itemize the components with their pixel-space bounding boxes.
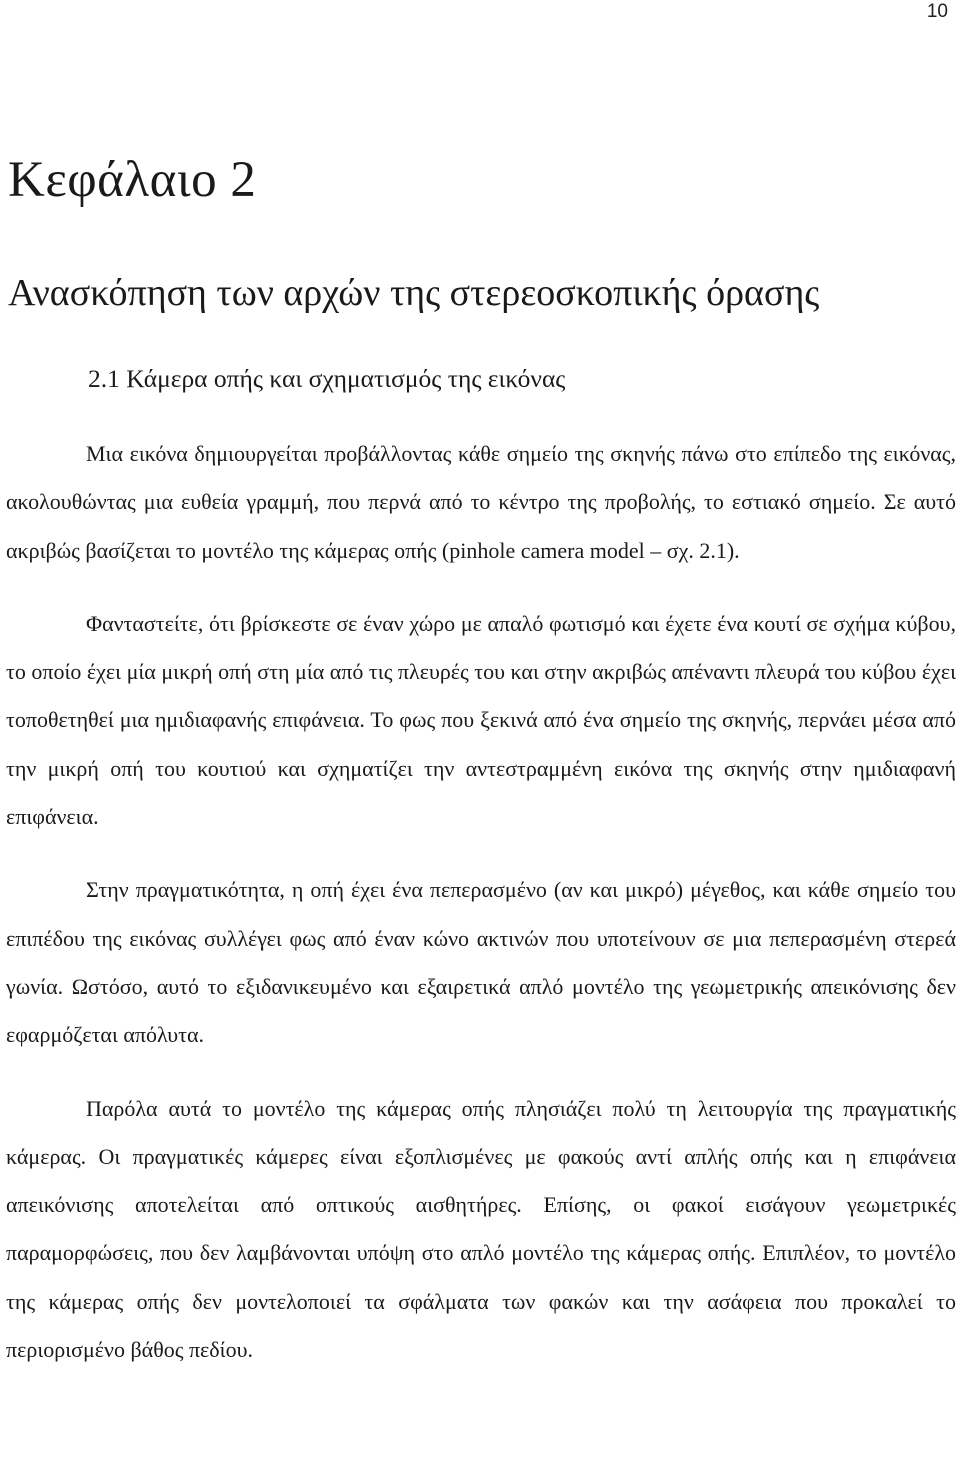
body-text	[6, 430, 956, 1374]
paragraph-3: Στην πραγματικότητα, η οπή έχει ένα πεπερασμένο (αν και μικρό) μέγεθος, και κάθε σημείο του επιπέδου της εικόνας συλλέγει φως από έναν κώνο ακτινών που υποτείνουν σε μια πεπερασμένη στερεά γωνία. Ωστόσο, αυτό το εξιδανικευμένο και εξαιρετικά απλό μοντέλο της γεωμετρικής απεικόνισης δεν εφαρμόζεται απόλυτα.	[6, 877, 956, 1048]
paragraph-4: Παρόλα αυτά το μοντέλο της κάμερας οπής πλησιάζει πολύ τη λειτουργία της πραγματικής κάμερας. Οι πραγματικές κάμερες είναι εξοπλισμένες με φακούς αντί απλής οπής και η επιφάνεια απεικόνισης αποτελείται από οπτικούς αισθητήρες. Επίσης, οι φακοί εισάγουν γεωμετρικές παραμορφώσεις, που δεν λαμβάνονται υπόψη στο απλό μοντέλο της κάμερας οπής. Επιπλέον, το μοντέλο της κάμερας οπής δεν μοντελοποιεί τα σφάλματα των φακών και την ασάφεια που προκαλεί το περιορισμένο βάθος πεδίου.	[6, 1095, 956, 1363]
paragraph-2: Φανταστείτε, ότι βρίσκεστε σε έναν χώρο με απαλό φωτισμό και έχετε ένα κουτί σε σχήμα κύβου, το οποίο έχει μία μικρή οπή στη μία από τις πλευρές του και στην ακριβώς απέναντι πλευρά του κύβου έχει τοποθετηθεί μια ημιδιαφανής επιφάνεια. Το φως που ξεκινά από ένα σημείο της σκηνής, περνάει μέσα από την μικρή οπή του κουτιού και σχηματίζει την αντεστραμμένη εικόνα της σκηνής στην ημιδιαφανή επιφάνεια.	[6, 610, 956, 830]
paragraph-1: Μια εικόνα δημιουργείται προβάλλοντας κάθε σημείο της σκηνής πάνω στο επίπεδο της εικόνας, ακολουθώντας μια ευθεία γραμμή, που περνά από το κέντρο της προβολής, το εστιακό σημείο. Σε αυτό ακριβώς βασίζεται το μοντέλο της κάμερας οπής (pinhole camera model – σχ. 2.1).	[6, 441, 956, 563]
section-heading: 2.1 Κάμερα οπής και σχηματισμός της εικόνας	[88, 364, 566, 393]
chapter-subtitle: Ανασκόπηση των αρχών της στερεοσκοπικής όρασης	[8, 272, 820, 314]
page-number: 10	[926, 1, 948, 22]
chapter-title: Κεφάλαιο 2	[8, 152, 257, 208]
